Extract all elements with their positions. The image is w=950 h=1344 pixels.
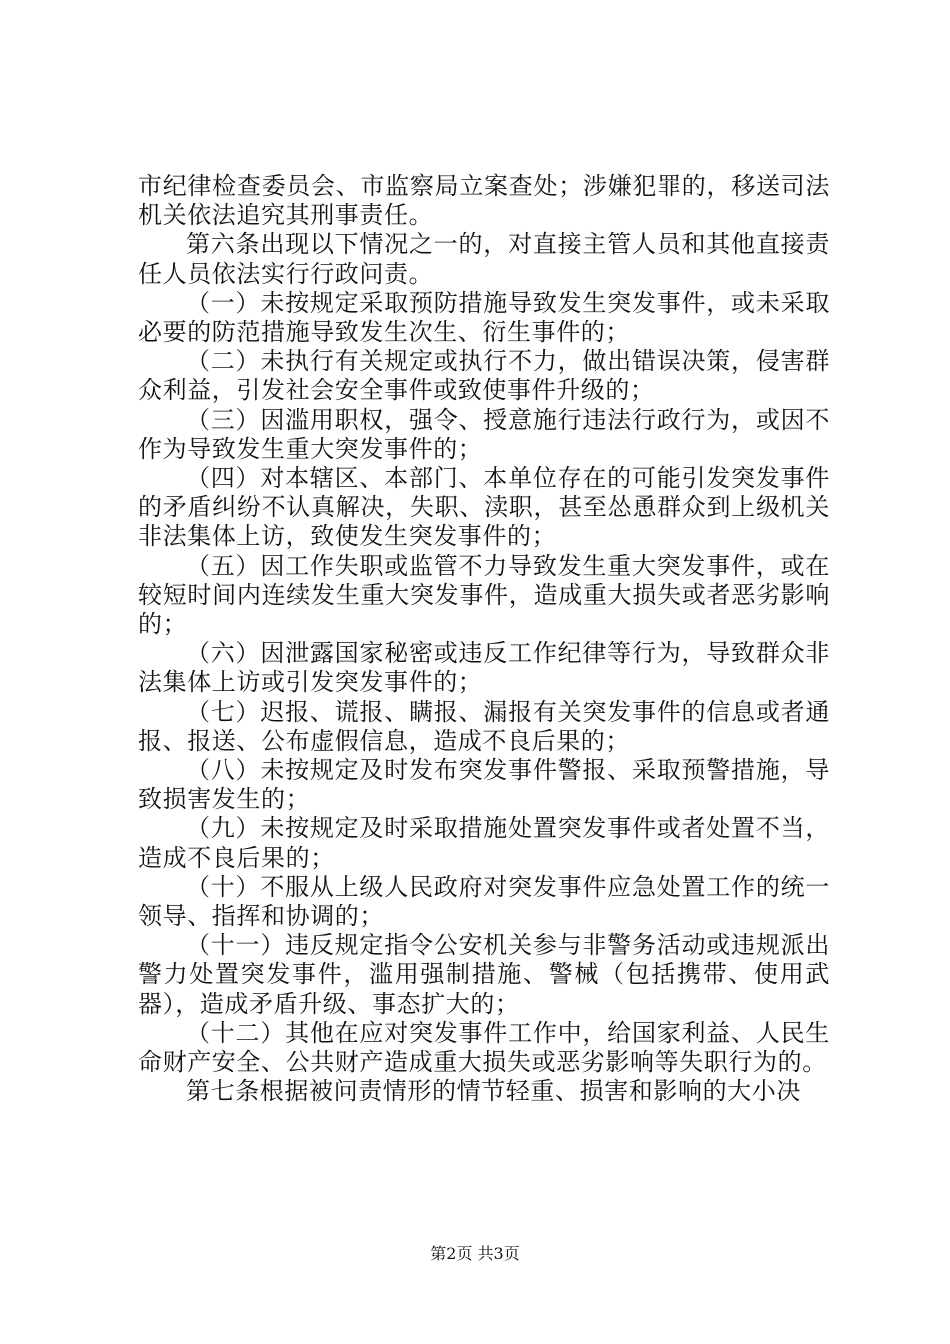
- paragraph-item-12: （十二）其他在应对突发事件工作中，给国家利益、人民生命财产安全、公共财产造成重大损失或恶劣影响等失职行为的。: [138, 1018, 830, 1077]
- paragraph-continuation: 市纪律检查委员会、市监察局立案查处；涉嫌犯罪的，移送司法机关依法追究其刑事责任。: [138, 172, 830, 230]
- paragraph-item-9: （九）未按规定及时采取措施处置突发事件或者处置不当，造成不良后果的；: [138, 814, 830, 872]
- paragraph-article-7: 第七条根据被问责情形的情节轻重、损害和影响的大小决: [186, 1077, 801, 1106]
- page-number-footer: 第2页 共3页: [430, 1244, 520, 1263]
- paragraph-item-7: （七）迟报、谎报、瞒报、漏报有关突发事件的信息或者通报、报送、公布虚假信息，造成不良后果的；: [138, 697, 830, 755]
- paragraph-item-2: （二）未执行有关规定或执行不力，做出错误决策，侵害群众利益，引发社会安全事件或致使事件升级的；: [138, 347, 830, 405]
- document-body: [138, 172, 830, 1107]
- paragraph-item-5: （五）因工作失职或监管不力导致发生重大突发事件，或在较短时间内连续发生重大突发事件，造成重大损失或者恶劣影响的；: [138, 551, 830, 639]
- paragraph-item-4: （四）对本辖区、本部门、本单位存在的可能引发突发事件的矛盾纠纷不认真解决，失职、渎职，甚至怂恿群众到上级机关非法集体上访，致使发生突发事件的；: [138, 464, 830, 551]
- paragraph-item-3: （三）因滥用职权，强令、授意施行违法行政行为，或因不作为导致发生重大突发事件的；: [138, 405, 830, 463]
- paragraph-item-10: （十）不服从上级人民政府对突发事件应急处置工作的统一领导、指挥和协调的；: [138, 872, 830, 931]
- paragraph-item-6: （六）因泄露国家秘密或违反工作纪律等行为，导致群众非法集体上访或引发突发事件的；: [138, 639, 830, 697]
- paragraph-item-11: （十一）违反规定指令公安机关参与非警务活动或违规派出警力处置突发事件，滥用强制措施、警械（包括携带、使用武器），造成矛盾升级、事态扩大的；: [138, 931, 830, 1018]
- paragraph-article-6: 第六条出现以下情况之一的，对直接主管人员和其他直接责任人员依法实行行政问责。: [138, 230, 830, 288]
- paragraph-item-1: （一）未按规定采取预防措施导致发生突发事件，或未采取必要的防范措施导致发生次生、衍生事件的；: [138, 288, 830, 347]
- paragraph-item-8: （八）未按规定及时发布突发事件警报、采取预警措施，导致损害发生的；: [138, 756, 830, 814]
